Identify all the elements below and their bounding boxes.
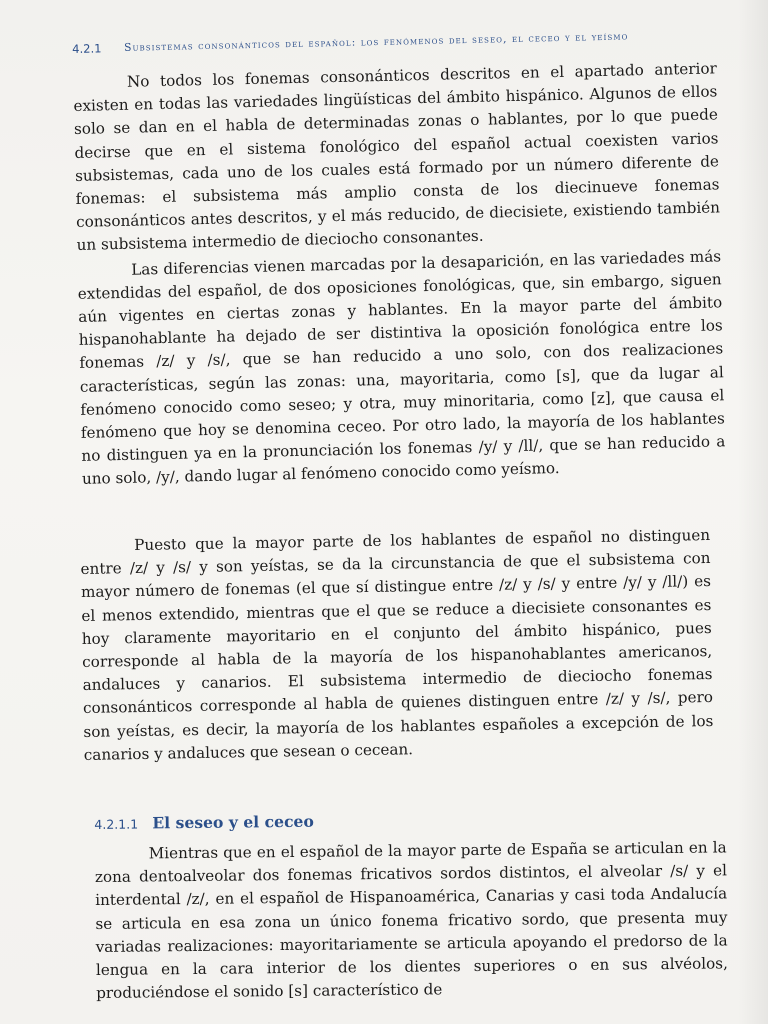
paragraph-3: Puesto que la mayor parte de los hablantes de español no distinguen entre /z/ y /s/ y son yeístas, se da la circunstancia de que el subsistema con mayor número de fonemas (el que sí distingue entre /z/ y /s/ y entre /y/ y /ll/) es el menos extendido, mientras que el que se reduce a diecisiete consonantes es hoy claramente mayoritario en el conjunto del ámbito hispánico, pues corresponde al habla de la mayoría de los hispanohablantes americanos, andaluces y canarios. El subsistema intermedio de dieciocho fonemas consonánticos corresponde al habla de quienes distinguen entre /z/ y /s/, pero son yeístas, es decir, la mayoría de los hablantes españoles a excepción de los canarios y andaluces que sesean o cecean. — [80, 526, 714, 764]
section-header — [72, 25, 716, 58]
section-block — [72, 25, 726, 491]
subsection-block — [94, 781, 728, 1005]
subsection-title: El seseo y el ceceo — [152, 811, 314, 833]
body-text-mid — [80, 524, 714, 767]
section-number: 4.2.1 — [72, 41, 102, 56]
page-edge-shadow — [738, 0, 768, 1024]
subsection-number: 4.2.1.1 — [94, 816, 139, 832]
paragraph-2: Las diferencias vienen marcadas por la desaparición, en las variedades más extendidas del español, de dos oposiciones fonológicas, que, sin embargo, siguen aún vigentes en ciertas zonas y hablantes. En la mayor parte del ámbito hispanohablante ha dejado de ser distintiva la oposición fonológica entre los fonemas /z/ y /s/, que se han reducido a uno solo, con dos realizaciones características, según las zonas: una, mayoritaria, como [s], que da lugar al fenómeno conocido como seseo; y otra, muy minoritaria, como [z], que causa el fenómeno que hoy se denomina ceceo. Por otro lado, la mayoría de los hablantes no distinguen ya en la pronunciación los fonemas /y/ y /ll/, que se han reducido a uno solo, /y/, dando lugar al fenómeno conocido como yeísmo. — [77, 246, 726, 489]
middle-block — [80, 524, 714, 767]
section-title: Subsistemas consonánticos del español: los fenómenos del seseo, el ceceo y el yeísmo — [124, 30, 629, 54]
body-text-sub — [95, 836, 729, 1005]
paragraph-4: Mientras que en el español de la mayor parte de España se articulan en la zona dentoalveolar dos fonemas fricativos sordos distintos, el alveolar /s/ y el interdental /z/, en el español de Hispanoamérica, Canarias y casi toda Andalucía se articula en esa zona un único fonema fricativo sordo, que presenta muy variadas realizaciones: mayoritariamente se articula apoyando el predorso de la lengua en la cara interior de los dientes superiores o en sus alvéolos, produciéndose el sonido [s] característico de — [94, 838, 728, 1003]
paragraph-1: No todos los fonemas consonánticos descritos en el apartado anterior existen en todas las variedades lingüísticas del ámbito hispánico. Algunos de ellos solo se dan en el habla de determinadas zonas o hablantes, por lo que puede decirse que en el sistema fonológico del español actual coexisten varios subsistemas, cada uno de los cuales está formado por un número diferente de fonemas: el subsistema más amplio consta de los diecinueve fonemas consonánticos antes descritos, y el más reducido, de diecisiete, existiendo también un subsistema intermedio de dieciocho consonantes. — [73, 59, 721, 255]
body-text — [73, 57, 726, 491]
subsection-header — [94, 807, 726, 833]
